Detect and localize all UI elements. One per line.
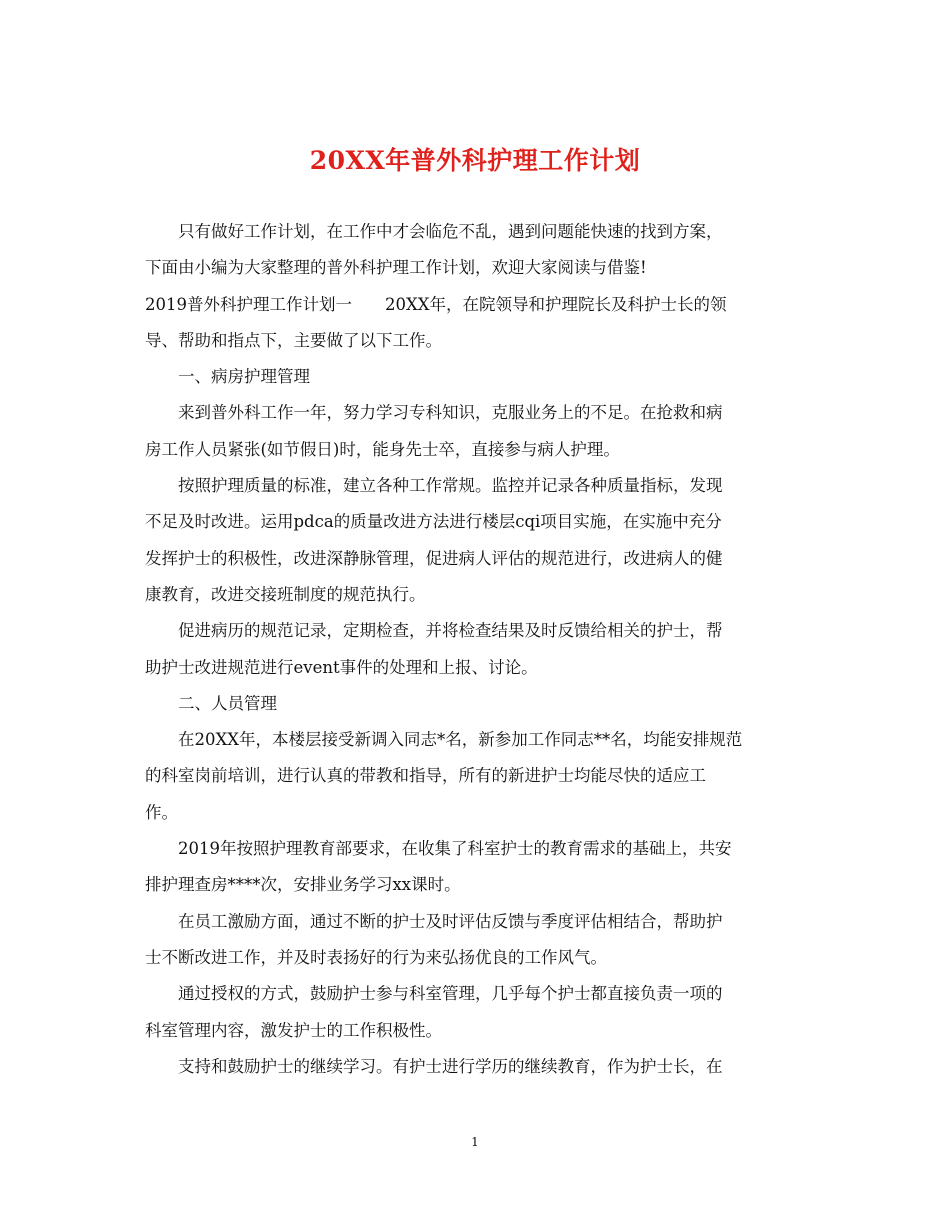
paragraph-line: 2019普外科护理工作计划一 20XX年，在院领导和护理院长及科护士长的领 [145,294,727,314]
paragraph-line: 下面由小编为大家整理的普外科护理工作计划，欢迎大家阅读与借鉴! [145,258,647,278]
paragraph-line: 支持和鼓励护士的继续学习。有护士进行学历的继续教育，作为护士长，在 [178,1056,723,1076]
document-body [145,214,805,1085]
paragraph-line: 在员工激励方面，通过不断的护士及时评估反馈与季度评估相结合，帮助护 [178,911,723,931]
paragraph-line: 科室管理内容，激发护士的工作积极性。 [145,1020,442,1040]
paragraph-line: 在20XX年，本楼层接受新调入同志*名，新参加工作同志**名，均能安排规范 [178,730,743,750]
paragraph-line: 作。 [145,802,178,822]
page-number: 1 [471,1135,479,1149]
paragraph-line: 士不断改进工作，并及时表扬好的行为来弘扬优良的工作风气。 [145,947,607,967]
paragraph-line: 通过授权的方式，鼓励护士参与科室管理，几乎每个护士都直接负责一项的 [178,984,723,1004]
paragraph-line: 只有做好工作计划，在工作中才会临危不乱，遇到问题能快速的找到方案， [178,222,723,241]
paragraph-line: 按照护理质量的标准，建立各种工作常规。监控并记录各种质量指标，发现 [178,476,723,496]
paragraph-line: 来到普外科工作一年，努力学习专科知识，克服业务上的不足。在抢救和病 [178,403,723,423]
paragraph-line: 发挥护士的积极性，改进深静脉管理，促进病人评估的规范进行，改进病人的健 [145,548,723,568]
paragraph-line: 的科室岗前培训，进行认真的带教和指导，所有的新进护士均能尽快的适应工 [145,766,706,786]
section-heading: 二、人员管理 [178,693,277,713]
paragraph-line: 2019年按照护理教育部要求，在收集了科室护士的教育需求的基础上，共安 [178,839,732,859]
paragraph-line: 导、帮助和指点下，主要做了以下工作。 [145,330,442,350]
document-title: 20XX年普外科护理工作计划 [309,146,641,175]
paragraph-line: 促进病历的规范记录，定期检查，并将检查结果及时反馈给相关的护士，帮 [178,621,723,641]
paragraph-line: 不足及时改进。运用pdca的质量改进方法进行楼层cqi项目实施，在实施中充分 [145,512,722,532]
paragraph-line: 房工作人员紧张(如节假日)时，能身先士卒，直接参与病人护理。 [145,439,620,459]
paragraph-line: 康教育，改进交接班制度的规范执行。 [145,584,426,604]
paragraph-line: 排护理查房****次，安排业务学习xx课时。 [145,875,461,895]
section-heading: 一、病房护理管理 [178,367,310,387]
paragraph-line: 助护士改进规范进行event事件的处理和上报、讨论。 [145,657,538,677]
